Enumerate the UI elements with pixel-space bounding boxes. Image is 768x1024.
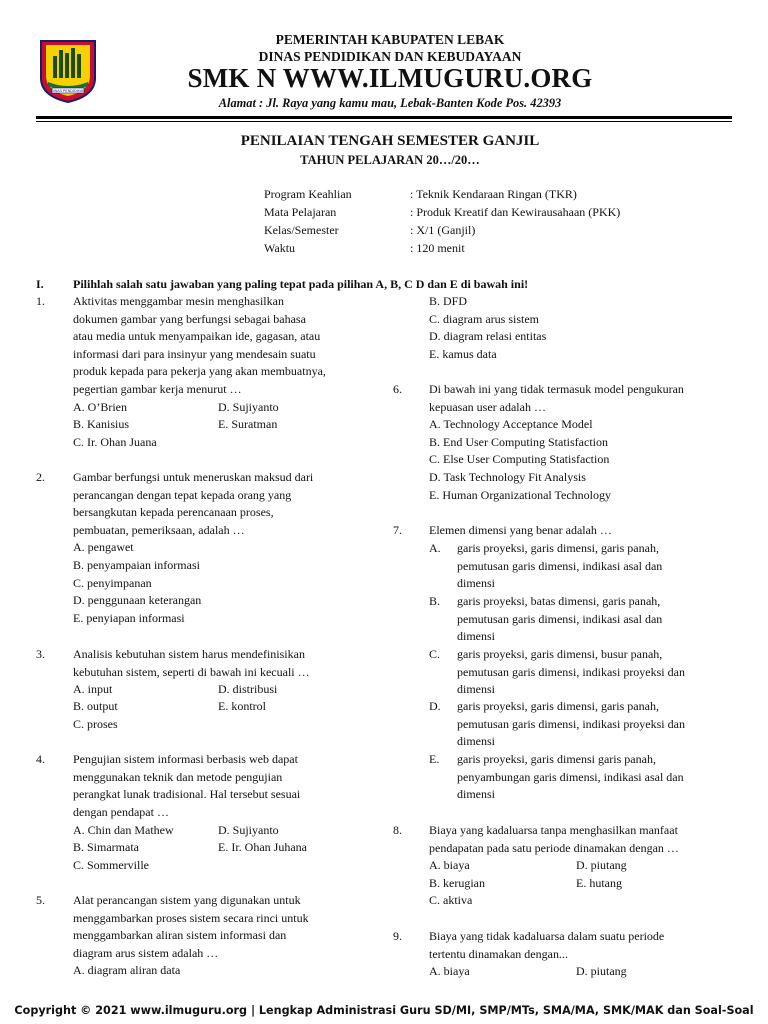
option-letter[interactable]: A. [429,541,441,555]
question-text: Elemen dimensi yang benar adalah … [429,523,612,537]
question-text: kebutuhan sistem, seperti di bawah ini kecuali … [73,664,310,679]
exam-year: TAHUN PELAJARAN 20…/20… [300,153,480,167]
answer-option[interactable]: D. Task Technology Fit Analysis [429,469,586,484]
question-text: Analisis kebutuhan sistem harus mendefinisikan [73,647,305,661]
question-text: Biaya yang kadaluarsa tanpa menghasilkan manfaat [429,823,678,837]
question-3 [73,646,310,681]
question-text: bersangkutan kepada perencanaan proses, [73,505,274,520]
answer-option[interactable] [457,540,662,593]
answer-option[interactable]: E. Human Organizational Technology [429,487,612,502]
header-school-name: SMK N WWW.ILMUGURU.ORG [187,63,593,93]
answer-option[interactable]: D. diagram relasi entitas [429,329,547,344]
answer-option[interactable]: E. penyiapan informasi [73,610,185,625]
answer-option[interactable] [457,698,685,751]
info-label: Kelas/Semester [264,223,339,237]
question-text: pendapatan pada satu periode dinamakan dengan … [429,840,679,855]
answer-option[interactable]: E. kamus data [429,346,497,361]
answer-option[interactable]: A. Technology Acceptance Model [429,417,593,432]
exam-info-table [264,186,621,258]
answer-option[interactable]: B. kerugian [429,876,485,890]
question-text: kepuasan user adalah … [429,399,546,414]
header-divider-thick [36,116,732,119]
option-letter[interactable]: D. [429,699,441,713]
question-text: menggambarkan aliran sistem informasi dan [73,928,287,943]
option-text: pemutusan garis dimensi, indikasi asal dan [457,611,663,626]
question-text: pegertian gambar kerja menurut … [73,381,242,396]
school-logo [38,38,98,104]
option-text: pemutusan garis dimensi, indikasi asal dan [457,558,663,573]
logo-banner-text: DINAS PENDIDIKAN [51,89,85,93]
answer-option[interactable]: E. Ir. Ohan Juhana [218,840,307,854]
option-text: pemutusan garis dimensi, indikasi proyeksi dan [457,716,685,731]
question-number: 4. [36,752,45,766]
answer-option[interactable]: D. distribusi [218,682,278,696]
footer-copyright: Copyright © 2021 www.ilmuguru.org | Lengkap Administrasi Guru SD/MI, SMP/MTs, SMA/MA, SMK/MAK dan Soal-Soal [14,1004,754,1017]
question-text: Gambar berfungsi untuk meneruskan maksud dari [73,470,314,484]
answer-option[interactable]: C. Else User Computing Statisfaction [429,452,610,467]
answer-option[interactable]: B. Kanisius [73,417,130,431]
question-number: 2. [36,470,45,484]
answer-option[interactable]: C. Ir. Ohan Juana [73,435,157,449]
question-2 [73,469,313,627]
option-letter[interactable]: E. [429,752,440,766]
question-number: 6. [393,382,402,396]
question-8 [429,822,679,857]
option-text: garis proyeksi, garis dimensi, busur panah, [457,647,663,661]
answer-option[interactable]: A. biaya [429,964,470,978]
question-text: perangkat lunak tradisional. Hal tersebut sesuai [73,787,301,802]
question-text: perancangan dengan tepat kepada orang yang [73,487,292,502]
answer-option[interactable]: B. output [73,699,118,713]
answer-option[interactable] [457,751,684,804]
question-text: Alat perancangan sistem yang digunakan untuk [73,893,301,907]
question-text: Biaya yang tidak kadaluarsa dalam suatu periode [429,929,665,943]
answer-option[interactable]: A. input [73,682,113,696]
question-6 [429,381,684,504]
option-text: penyambungan garis dimensi, indikasi asal dan [457,769,684,784]
option-text: garis proyeksi, garis dimensi garis panah, [457,752,656,766]
option-letter[interactable]: B. [429,594,441,608]
answer-option[interactable]: A. O’Brien [73,400,127,414]
question-number: 5. [36,893,45,907]
info-label: Waktu [264,241,296,255]
answer-option[interactable]: C. diagram arus sistem [429,311,539,326]
question-number: 8. [393,823,402,837]
option-text: garis proyeksi, batas dimensi, garis panah, [457,594,661,608]
option-text: dimensi [457,787,495,802]
answer-option[interactable]: C. proses [73,717,118,731]
info-label: Mata Pelajaran [264,205,337,219]
info-row [264,222,476,240]
header-address: Alamat : Jl. Raya yang kamu mau, Lebak-Banten Kode Pos. 42393 [218,96,562,110]
question-1 [73,293,326,399]
answer-option[interactable]: E. kontrol [218,699,266,713]
answer-option[interactable]: C. aktiva [429,893,473,907]
question-text: diagram arus sistem adalah … [73,945,219,960]
info-row [264,240,465,258]
answer-option[interactable]: D. Sujiyanto [218,823,279,837]
question-text: dokumen gambar yang berfungsi sebagai bahasa [73,311,306,326]
question-text: tertentu dinamakan dengan... [429,946,568,961]
header-divider-thin [36,121,732,122]
answer-option[interactable]: A. diagram aliran data [73,963,181,978]
option-text: pemutusan garis dimensi, indikasi proyeksi dan [457,664,685,679]
option-text: garis proyeksi, garis dimensi, garis panah, [457,541,659,555]
answer-option[interactable]: B. Simarmata [73,840,139,854]
info-label: Program Keahlian [264,187,352,201]
option-text: garis proyeksi, garis dimensi, garis panah, [457,699,659,713]
answer-option[interactable]: B. penyampaian informasi [73,557,200,572]
answer-option[interactable]: C. Sommerville [73,858,149,872]
question-text: atau media untuk menyampaikan ide, gagasan, atau [73,329,321,344]
question-text: Pengujian sistem informasi berbasis web dapat [73,752,298,766]
answer-option[interactable]: A. biaya [429,858,470,872]
option-text: dimensi [457,629,495,644]
answer-option[interactable]: A. pengawet [73,540,134,555]
question-number: 3. [36,647,45,661]
info-row [264,186,577,204]
question-text: produk kepada para pekerja yang akan membuatnya, [73,364,326,379]
answer-option[interactable]: D. Sujiyanto [218,400,279,414]
option-text: dimensi [457,682,495,697]
info-row [264,204,621,222]
answer-option[interactable]: D. piutang [576,858,627,872]
exam-title: PENILAIAN TENGAH SEMESTER GANJIL [240,133,540,149]
answer-option[interactable]: D. piutang [576,964,627,978]
question-5-continued [429,293,546,363]
question-4 [73,751,300,821]
answer-option[interactable] [457,593,662,646]
answer-option[interactable]: A. Chin dan Mathew [73,823,174,837]
answer-option[interactable]: E. hutang [576,876,622,890]
answer-option[interactable]: C. penyimpanan [73,575,152,590]
section-numeral: I. [36,277,44,291]
question-text: Di bawah ini yang tidak termasuk model pengukuran [429,382,684,396]
option-text: dimensi [457,734,495,749]
question-text: informasi dari para insinyur yang mendesain suatu [73,346,316,361]
answer-option[interactable]: D. penggunaan keterangan [73,593,202,608]
option-text: dimensi [457,576,495,591]
question-number: 7. [393,523,402,537]
header-government: PEMERINTAH KABUPATEN LEBAK [275,32,505,47]
question-text: menggambarkan proses sistem secara rinci untuk [73,910,309,925]
question-text: pembuatan, pemeriksaan, adalah … [73,522,245,537]
question-number: 9. [393,929,402,943]
question-number: 1. [36,294,45,308]
answer-option[interactable] [457,646,685,699]
info-value: : Produk Kreatif dan Kewirausahaan (PKK) [410,205,621,219]
section-instruction: Pilihlah salah satu jawaban yang paling tepat pada pilihan A, B, C D dan E di bawah ini! [73,277,529,291]
info-value: : Teknik Kendaraan Ringan (TKR) [410,187,577,201]
question-5 [73,892,309,980]
answer-option[interactable]: B. DFD [429,294,468,308]
answer-option[interactable]: E. Suratman [218,417,278,431]
question-text: menggunakan teknik dan metode pengujian [73,769,283,784]
info-value: : 120 menit [410,241,465,255]
option-letter[interactable]: C. [429,647,441,661]
header-department: DINAS PENDIDIKAN DAN KEBUDAYAAN [258,49,522,64]
question-9 [429,928,664,963]
question-text: Aktivitas menggambar mesin menghasilkan [73,294,284,308]
question-text: dengan pendapat … [73,804,169,819]
answer-option[interactable]: B. End User Computing Statisfaction [429,434,608,449]
info-value: : X/1 (Ganjil) [410,223,476,237]
